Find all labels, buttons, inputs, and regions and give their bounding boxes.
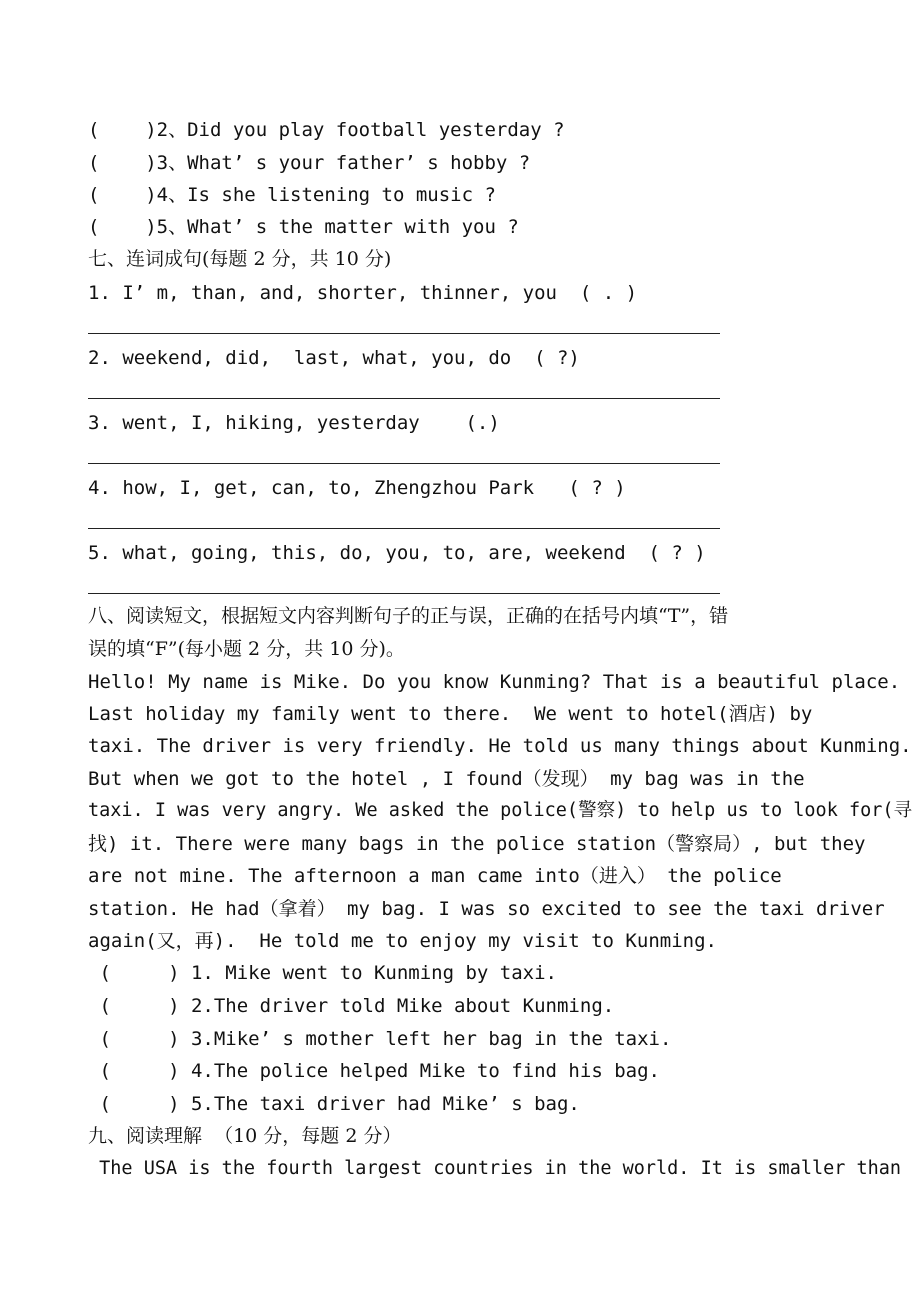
answer-line[interactable] [88, 528, 720, 529]
passage-line: 找) it. There were many bags in the police station（警察局）, but they [88, 833, 866, 855]
sentence-prompt: 3. went, I, hiking, yesterday (.) [88, 412, 500, 434]
true-false-item: ( ) 1. Mike went to Kunming by taxi. [88, 962, 557, 984]
true-false-item: ( ) 3.Mike’ s mother left her bag in the taxi. [88, 1028, 672, 1050]
answer-line[interactable] [88, 463, 720, 464]
sentence-prompt: 2. weekend, did, last, what, you, do ( ?) [88, 347, 580, 369]
true-false-item: ( ) 2.The driver told Mike about Kunming. [88, 995, 615, 1017]
question-item: ( )3、What’ s your father’ s hobby ? [88, 152, 531, 174]
section-heading: 七、连词成句(每题 2 分，共 10 分) [88, 248, 392, 270]
sentence-prompt: 4. how, I, get, can, to, Zhengzhou Park ( ? ) [88, 477, 626, 499]
sentence-prompt: 1. I’ m, than, and, shorter, thinner, you ( . ) [88, 282, 638, 304]
passage-line: are not mine. The afternoon a man came into（进入） the police [88, 865, 782, 887]
question-item: ( )4、Is she listening to music ? [88, 184, 496, 206]
true-false-item: ( ) 5.The taxi driver had Mike’ s bag. [88, 1093, 580, 1115]
passage-line: station. He had（拿着） my bag. I was so excited to see the taxi driver [88, 898, 885, 920]
true-false-item: ( ) 4.The police helped Mike to find his bag. [88, 1060, 660, 1082]
section-heading: 八、阅读短文，根据短文内容判断句子的正与误，正确的在括号内填“T”，错 [88, 605, 729, 627]
section-heading: 九、阅读理解 （10 分，每题 2 分） [88, 1125, 402, 1147]
passage-line: The USA is the fourth largest countries in the world. It is smaller than [88, 1158, 902, 1179]
sentence-prompt: 5. what, going, this, do, you, to, are, weekend ( ? ) [88, 542, 706, 564]
answer-line[interactable] [88, 333, 720, 334]
passage-line: Hello! My name is Mike. Do you know Kunming? That is a beautiful place. [88, 671, 901, 693]
question-item: ( )2、Did you play football yesterday ? [88, 119, 565, 141]
passage-line: taxi. I was very angry. We asked the police(警察) to help us to look for(寻 [88, 800, 913, 821]
answer-line[interactable] [88, 398, 720, 399]
passage-line: taxi. The driver is very friendly. He told us many things about Kunming. [88, 735, 912, 757]
question-item: ( )5、What’ s the matter with you ? [88, 216, 519, 238]
passage-line: again(又，再). He told me to enjoy my visit to Kunming. [88, 930, 717, 952]
passage-line: Last holiday my family went to there. We went to hotel(酒店) by [88, 703, 813, 725]
section-heading-continued: 误的填“F”(每小题 2 分，共 10 分)。 [88, 638, 405, 660]
answer-line[interactable] [88, 593, 720, 594]
passage-line: But when we got to the hotel , I found（发现） my bag was in the [88, 768, 805, 790]
